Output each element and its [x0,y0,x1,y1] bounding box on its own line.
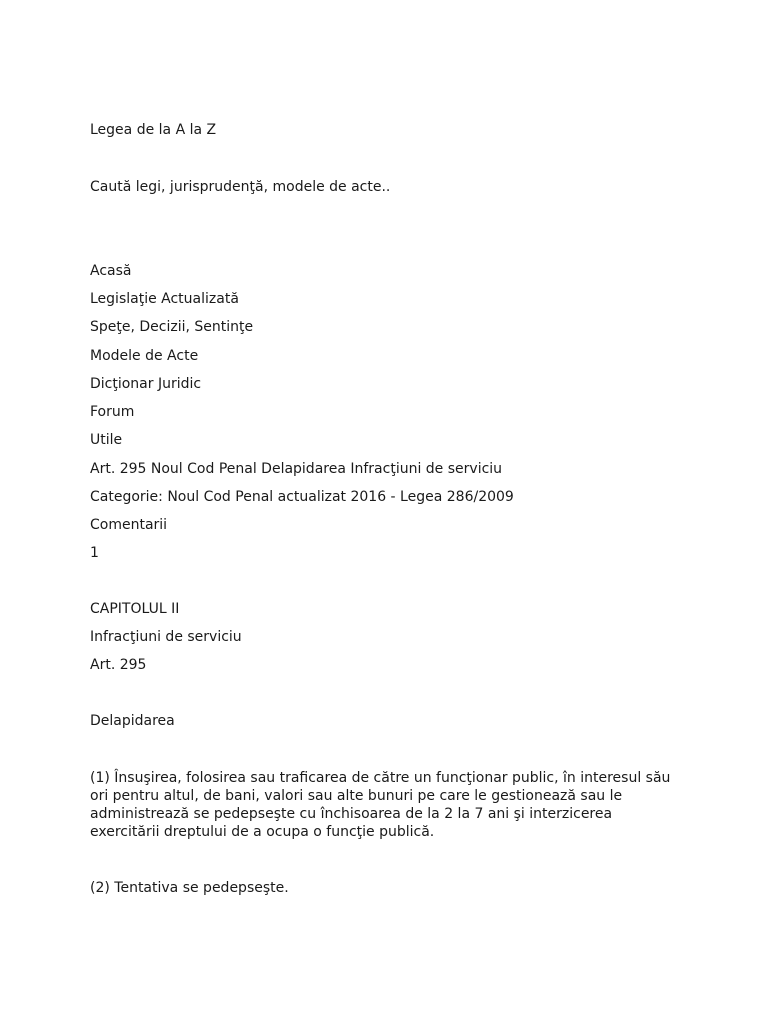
nav-item-spete[interactable]: Speţe, Decizii, Sentinţe [90,319,254,335]
nav-item-acasa[interactable]: Acasă [90,263,132,279]
comments-label[interactable]: Comentarii [90,517,168,533]
chapter-label: CAPITOLUL II [90,601,180,617]
site-title[interactable]: Legea de la A la Z [90,122,217,138]
article-heading: Art. 295 Noul Cod Penal Delapidarea Infracţiuni de serviciu [90,461,503,477]
article-number: Art. 295 [90,657,147,673]
nav-item-dictionar[interactable]: Dicţionar Juridic [90,376,202,392]
article-title: Delapidarea [90,713,175,729]
nav-item-forum[interactable]: Forum [90,404,135,420]
chapter-title: Infracţiuni de serviciu [90,629,242,645]
nav-item-legislatie[interactable]: Legislaţie Actualizată [90,291,239,307]
comments-count[interactable]: 1 [90,545,99,561]
article-paragraph-1: (1) Însuşirea, folosirea sau traficarea de către un funcţionar public, în interesul său ori pentru altul, de bani, valori sau alte bunuri pe care le gestionează sau le administrează se pedepseşte cu închisoarea de la 2 la 7 ani şi interzicerea exercitării dreptului de a ocupa o funcţie publică. [90,770,671,840]
search-input[interactable]: Caută legi, jurisprudenţă, modele de acte.. [90,179,391,195]
nav-item-modele[interactable]: Modele de Acte [90,348,199,364]
article-category[interactable]: Categorie: Noul Cod Penal actualizat 2016 - Legea 286/2009 [90,489,514,505]
nav-item-utile[interactable]: Utile [90,432,123,448]
article-paragraph-2: (2) Tentativa se pedepseşte. [90,880,289,896]
